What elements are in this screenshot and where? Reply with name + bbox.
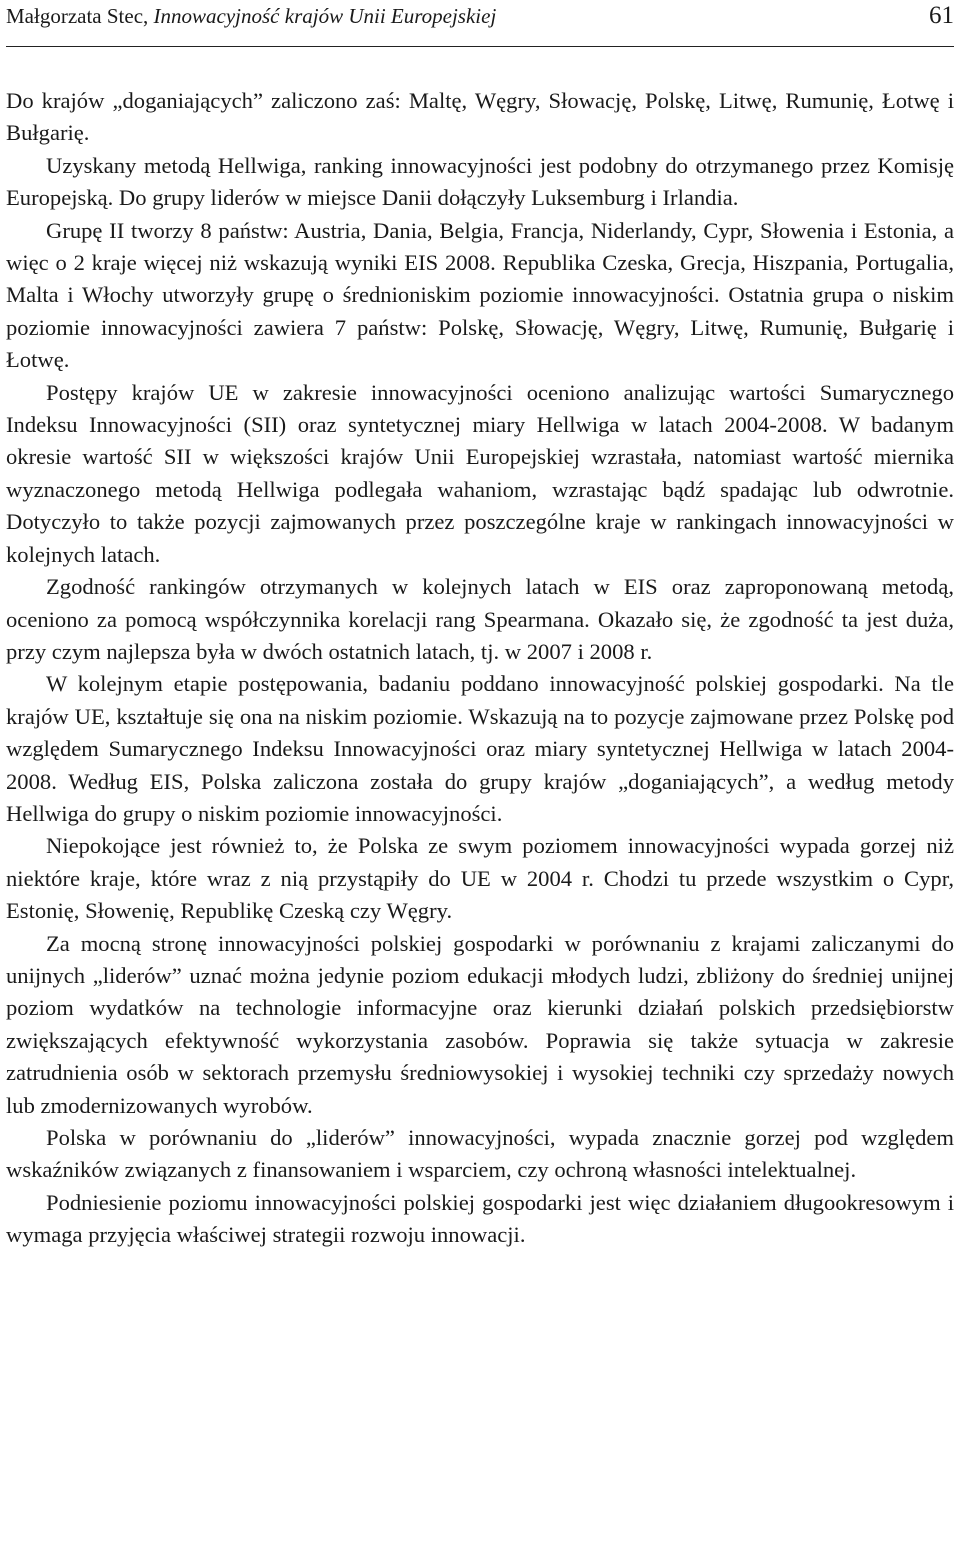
document-page xyxy=(6,0,954,1252)
header-citation xyxy=(6,4,496,29)
page-number: 61 xyxy=(929,2,954,29)
paragraph-6: W kolejnym etapie postępowania, badaniu poddano innowacyjność polskiej gospodarki. Na tle krajów UE, kształtuje się ona na niskim poziomie. Wskazują na to pozycje zajmowane przez Polskę pod względem Sumarycznego Indeksu Innowacyjności oraz miary syntetycznej Hellwiga w latach 2004-2008. Według EIS, Polska zaliczona została do grupy krajów „doganiających”, a według metody Hellwiga do grupy o niskim poziomie innowacyjności. xyxy=(6,671,954,826)
paragraph-9: Polska w porównaniu do „liderów” innowacyjności, wypada znacznie gorzej pod względem wskaźników związanych z finansowaniem i wsparciem, czy ochroną własności intelektualnej. xyxy=(6,1125,954,1183)
paragraph-1: Do krajów „doganiających” zaliczono zaś: Maltę, Węgry, Słowację, Polskę, Litwę, Rumunię, Łotwę i Bułgarię. xyxy=(6,88,954,146)
paragraph-8: Za mocną stronę innowacyjności polskiej gospodarki w porównaniu z krajami zaliczanymi do unijnych „liderów” uznać można jedynie poziom edukacji młodych ludzi, zbliżony do średniej unijnej poziom wydatków na technologie informacyjne oraz kierunki działań polskich przedsiębiorstw zwiększających efektywność wykorzystania zasobów. Poprawia się także sytuacja w zakresie zatrudnienia osób w sektorach przemysłu średniowysokiej i wysokiej techniki czy sprzedaży nowych lub zmodernizowanych wyrobów. xyxy=(6,930,954,1118)
running-header xyxy=(6,0,954,47)
paragraph-4: Postępy krajów UE w zakresie innowacyjności oceniono analizując wartości Sumarycznego Indeksu Innowacyjności (SII) oraz syntetycznej miary Hellwiga w latach 2004-2008. W badanym okresie wartość SII w większości krajów Unii Europejskiej wzrastała, natomiast wartość miernika wyznaczonego metodą Hellwiga podlegała wahaniom, wzrastając bądź spadając lub odwrotnie. Dotyczyło to także pozycji zajmowanych przez poszczególne kraje w rankingach innowacyjności w kolejnych latach. xyxy=(6,379,954,567)
paragraph-10: Podniesienie poziomu innowacyjności polskiej gospodarki jest więc działaniem długookresowym i wymaga przyjęcia właściwej strategii rozwoju innowacji. xyxy=(6,1189,954,1248)
body-text xyxy=(6,85,954,1252)
paragraph-7: Niepokojące jest również to, że Polska ze swym poziomem innowacyjności wypada gorzej niż niektóre kraje, które wraz z nią przystąpiły do UE w 2004 r. Chodzi tu przede wszystkim o Cypr, Estonię, Słowenię, Republikę Czeską czy Węgry. xyxy=(6,833,954,924)
paragraph-2: Uzyskany metodą Hellwiga, ranking innowacyjności jest podobny do otrzymanego przez Komisję Europejską. Do grupy liderów w miejsce Danii dołączyły Luksemburg i Irlandia. xyxy=(6,152,954,211)
paragraph-3: Grupę II tworzy 8 państw: Austria, Dania, Belgia, Francja, Niderlandy, Cypr, Słowenia i Estonia, a więc o 2 kraje więcej niż wskazują wyniki EIS 2008. Republika Czeska, Grecja, Hiszpania, Portugalia, Malta i Włochy utworzyły grupę o średnioniskim poziomie innowacyjności. Ostatnia grupa o niskim poziomie innowacyjności zawiera 7 państw: Polskę, Słowację, Węgry, Litwę, Rumunię, Bułgarię i Łotwę. xyxy=(6,217,954,373)
header-title: Innowacyjność krajów Unii Europejskiej xyxy=(153,4,497,28)
header-author: Małgorzata Stec, xyxy=(6,4,154,28)
paragraph-5: Zgodność rankingów otrzymanych w kolejnych latach w EIS oraz zaproponowaną metodą, oceniono za pomocą współczynnika korelacji rang Spearmana. Okazało się, że zgodność ta jest duża, przy czym najlepsza była w dwóch ostatnich latach, tj. w 2007 i 2008 r. xyxy=(6,574,954,664)
